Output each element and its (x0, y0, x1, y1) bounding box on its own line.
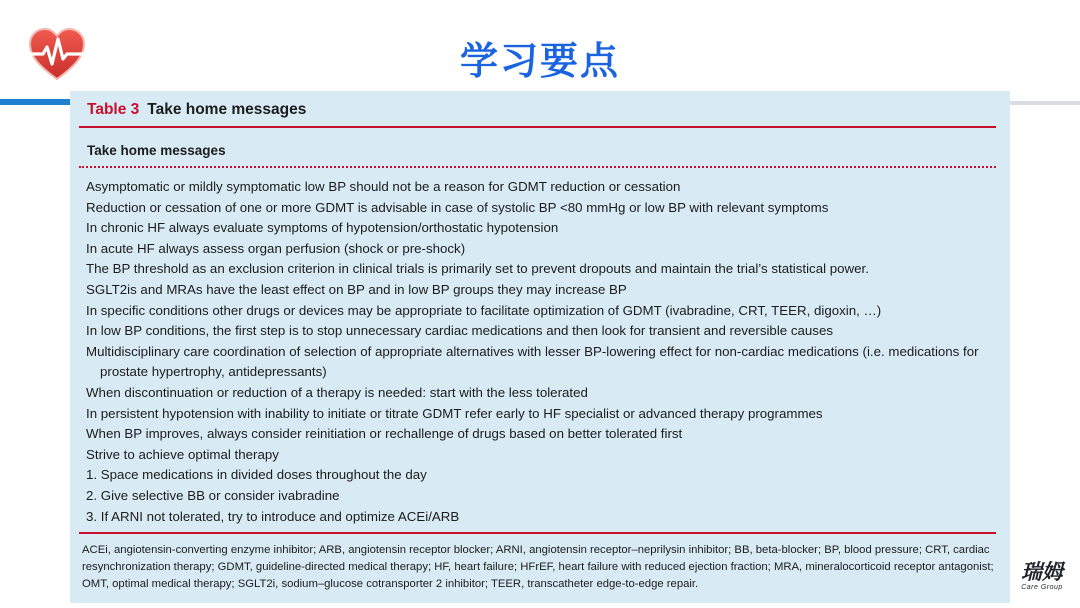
table-title: Take home messages (147, 101, 307, 118)
table-column-header: Take home messages (87, 143, 226, 158)
message-list (86, 177, 1000, 527)
message-item: In specific conditions other drugs or devices may be appropriate to facilitate optimization of GDMT (ivabradine, CRT, TEER, digoxin, …) (86, 302, 882, 318)
brand-name-en: Care Group (1021, 584, 1063, 591)
slide-title: 学习要点 (459, 39, 620, 83)
title-rule-right (1010, 101, 1080, 105)
title-rule-left (0, 99, 70, 105)
abbreviations-footnote: ACEi, angiotensin-converting enzyme inhibitor; ARB, angiotensin receptor blocker; ARNI, angiotensin receptor–neprilysin inhibitor; BB, beta-blocker; BP, blood pressure; CRT, cardiac resynchronization therapy; GDMT, guideline-directed medical therapy; HF, heart failure; HFrEF, heart failure with reduced ejection fraction; MRA, mineralocorticoid receptor antagonist; OMT, optimal medical therapy; SGLT2i, sodium–glucose cotransporter 2 inhibitor; TEER, transcatheter edge-to-edge repair. (82, 544, 994, 591)
brand-logo (1011, 560, 1073, 592)
message-item: In low BP conditions, the first step is to stop unnecessary cardiac medications and then look for transient and reversible causes (86, 323, 833, 339)
table-top-rule (79, 126, 996, 128)
message-item: 3. If ARNI not tolerated, try to introduce and optimize ACEi/ARB (86, 508, 460, 524)
message-item: Asymptomatic or mildly symptomatic low BP should not be a reason for GDMT reduction or cessation (86, 179, 681, 194)
table-caption (87, 101, 306, 119)
table-panel (70, 91, 1010, 603)
message-item: Multidisciplinary care coordination of selection of appropriate alternatives with lesser BP-lowering effect for non-cardiac medications (i.e. medications for prostate hypertrophy, antidepressants) (86, 343, 979, 380)
message-item: 1. Space medications in divided doses throughout the day (86, 467, 427, 483)
message-item: SGLT2is and MRAs have the least effect on BP and in low BP groups they may increase BP (86, 281, 627, 297)
message-item: 2. Give selective BB or consider ivabradine (86, 487, 340, 503)
table-bottom-rule (79, 532, 996, 534)
message-item: When BP improves, always consider reinitiation or rechallenge of drugs based on better tolerated first (86, 426, 683, 442)
message-item: In persistent hypotension with inability to initiate or titrate GDMT refer early to HF specialist or advanced therapy programmes (86, 405, 823, 421)
message-item: In chronic HF always evaluate symptoms of hypotension/orthostatic hypotension (86, 220, 559, 236)
message-item: When discontinuation or reduction of a therapy is needed: start with the less tolerated (86, 384, 588, 400)
message-item: Strive to achieve optimal therapy (86, 446, 279, 462)
header-dotted-rule (79, 166, 996, 168)
message-item: In acute HF always assess organ perfusion (shock or pre-shock) (86, 240, 466, 256)
brand-name-cn: 瑞姆 (1021, 560, 1063, 584)
message-item: Reduction or cessation of one or more GDMT is advisable in case of systolic BP <80 mmHg or low BP with relevant symptoms (86, 199, 829, 215)
table-number: Table 3 (87, 101, 140, 118)
message-item: The BP threshold as an exclusion criterion in clinical trials is primarily set to prevent dropouts and maintain the trial’s statistical power. (86, 261, 869, 277)
